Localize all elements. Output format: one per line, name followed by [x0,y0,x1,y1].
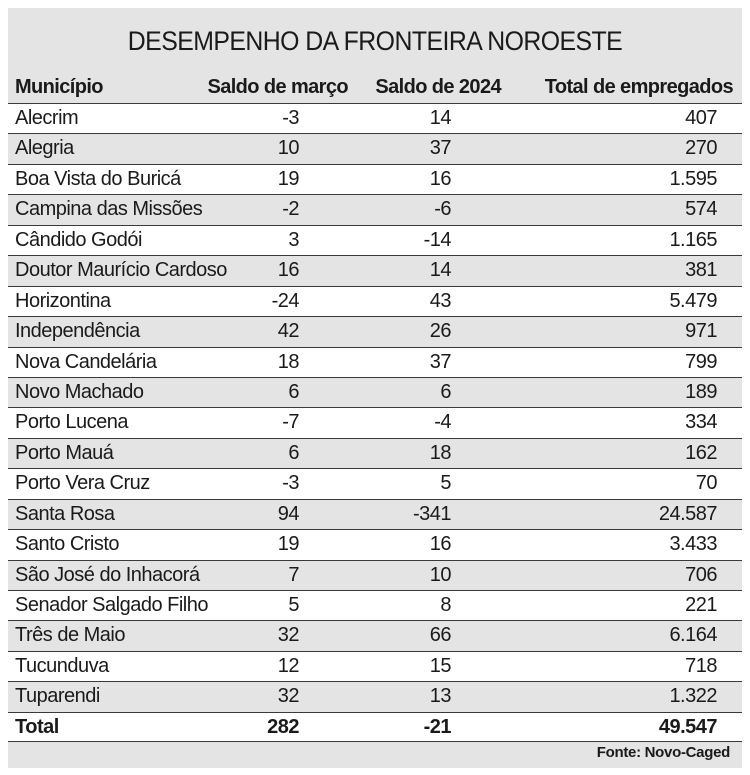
page-title: DESEMPENHO DA FRONTEIRA NOROESTE [127,26,623,56]
cell-total-empregados: 6.164 [669,624,717,647]
cell-total-empregados: 3.433 [669,533,717,556]
cell-saldo-marco: 42 [277,320,299,343]
table-row [8,407,742,437]
cell-municipio: Boa Vista do Buricá [15,167,181,190]
table-row [8,377,742,407]
cell-saldo-2024: 10 [429,563,451,586]
cell-total-empregados: 1.595 [669,167,717,190]
cell-saldo-2024: -6 [434,198,451,221]
total-label: Total [15,715,59,738]
cell-saldo-2024: 37 [429,350,451,373]
table-row [8,438,742,468]
cell-municipio: São José do Inhacorá [15,563,200,586]
cell-saldo-marco: 19 [277,533,299,556]
cell-municipio: Cândido Godói [15,228,142,251]
cell-saldo-2024: -4 [434,411,451,434]
header-municipio: Município [15,76,103,98]
cell-saldo-2024: 26 [429,320,451,343]
table-row [8,651,742,681]
table-row [8,133,742,163]
cell-saldo-2024: 16 [429,533,451,556]
cell-saldo-marco: 5 [288,594,299,616]
cell-saldo-2024: -14 [423,228,451,251]
table-row [8,225,742,255]
cell-saldo-marco: -3 [282,472,299,495]
cell-saldo-marco: -2 [282,198,299,221]
table-row [8,590,742,620]
cell-saldo-2024: 14 [429,259,451,282]
cell-saldo-marco: 6 [288,441,299,464]
cell-saldo-marco: -7 [282,411,299,434]
cell-saldo-marco: -3 [282,107,299,129]
cell-total-empregados: 221 [685,594,717,616]
data-table [8,103,742,742]
source-note: Fonte: Novo-Caged [596,744,730,761]
cell-saldo-2024: 37 [429,137,451,160]
cell-municipio: Alecrim [15,107,79,129]
table-row [8,347,742,377]
cell-total-empregados: 799 [685,350,717,373]
cell-saldo-marco: 10 [277,137,299,160]
table-row [8,194,742,224]
header-saldo-marco: Saldo de março [207,76,348,98]
cell-total-empregados: 381 [685,259,717,282]
cell-municipio: Porto Mauá [15,441,114,464]
cell-municipio: Porto Vera Cruz [15,472,150,495]
table-row [8,103,742,133]
infographic-panel [8,8,742,768]
table-row [8,316,742,346]
cell-saldo-marco: 32 [277,624,299,647]
cell-municipio: Alegria [15,137,74,160]
cell-saldo-2024: 15 [429,654,451,677]
cell-municipio: Doutor Maurício Cardoso [15,259,227,282]
total-saldo-2024: -21 [423,715,451,738]
cell-saldo-2024: 13 [429,685,451,708]
cell-saldo-marco: 6 [288,380,299,403]
cell-saldo-marco: 16 [277,259,299,282]
table-row [8,499,742,529]
cell-saldo-marco: 94 [277,502,299,525]
cell-municipio: Porto Lucena [15,411,128,434]
cell-total-empregados: 162 [685,441,717,464]
total-empregados: 49.547 [658,715,717,738]
cell-saldo-2024: 66 [429,624,451,647]
cell-total-empregados: 706 [685,563,717,586]
header-saldo-2024: Saldo de 2024 [375,76,501,98]
cell-total-empregados: 718 [685,654,717,677]
cell-saldo-2024: 18 [429,441,451,464]
cell-saldo-2024: 14 [429,107,451,129]
cell-saldo-2024: -341 [412,502,451,525]
cell-total-empregados: 5.479 [669,289,717,312]
cell-municipio: Tuparendi [15,685,100,708]
cell-saldo-2024: 43 [429,289,451,312]
cell-municipio: Horizontina [15,289,111,312]
cell-total-empregados: 189 [685,380,717,403]
table-row [8,164,742,194]
cell-municipio: Independência [15,320,140,343]
cell-total-empregados: 971 [685,320,717,343]
cell-saldo-2024: 8 [440,594,451,616]
total-saldo-marco: 282 [267,715,299,738]
cell-saldo-marco: -24 [271,289,299,312]
table-row [8,560,742,590]
cell-saldo-2024: 16 [429,167,451,190]
cell-municipio: Tucunduva [15,654,109,677]
cell-municipio: Nova Candelária [15,350,157,373]
table-row [8,620,742,650]
cell-municipio: Três de Maio [15,624,125,647]
cell-total-empregados: 70 [695,472,717,495]
cell-total-empregados: 1.322 [669,685,717,708]
cell-total-empregados: 334 [685,411,717,434]
cell-total-empregados: 24.587 [658,502,717,525]
header-total-empregados: Total de empregados [544,76,733,98]
cell-saldo-marco: 32 [277,685,299,708]
cell-municipio: Santo Cristo [15,533,120,556]
table-row [8,468,742,498]
table-header [8,72,742,102]
table-row [8,255,742,285]
cell-municipio: Novo Machado [15,380,144,403]
table-row [8,529,742,559]
cell-saldo-marco: 12 [277,654,299,677]
cell-saldo-marco: 19 [277,167,299,190]
cell-saldo-2024: 5 [440,472,451,495]
cell-saldo-marco: 7 [288,563,299,586]
cell-saldo-marco: 3 [288,228,299,251]
cell-total-empregados: 407 [685,107,717,129]
cell-saldo-2024: 6 [440,380,451,403]
total-row [8,712,742,742]
table-row [8,681,742,711]
cell-municipio: Campina das Missões [15,198,203,221]
cell-saldo-marco: 18 [277,350,299,373]
cell-municipio: Senador Salgado Filho [15,594,208,616]
cell-municipio: Santa Rosa [15,502,115,525]
cell-total-empregados: 574 [685,198,717,221]
cell-total-empregados: 270 [685,137,717,160]
table-row [8,286,742,316]
cell-total-empregados: 1.165 [669,228,717,251]
